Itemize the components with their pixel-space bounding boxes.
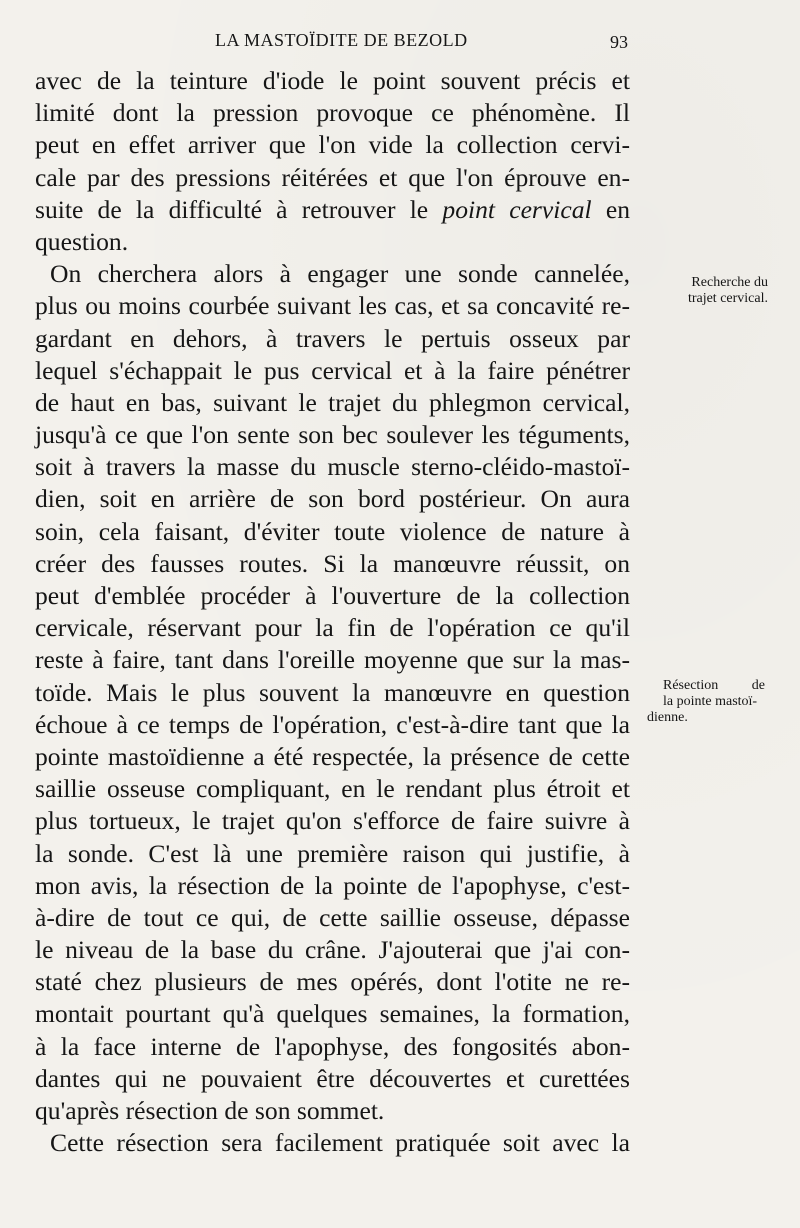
- text-line: staté chez plusieurs de mes opérés, dont l'otite ne re-: [35, 967, 630, 997]
- text-line: peut en effet arriver que l'on vide la collection cervi-: [35, 130, 630, 160]
- text-line: pointe mastoïdienne a été respectée, la présence de cette: [35, 741, 630, 771]
- text-line: plus ou moins courbée suivant les cas, et sa concavité re-: [35, 291, 630, 321]
- text-line: lequel s'échappait le pus cervical et à la faire pénétrer: [35, 355, 630, 385]
- text-line: créer des fausses routes. Si la manœuvre réussit, on: [35, 548, 630, 578]
- text-line: On cherchera alors à engager une sonde cannelée,: [50, 259, 630, 289]
- text-line: jusqu'à ce que l'on sente son bec soulever les téguments,: [35, 420, 630, 450]
- text-line: soin, cela faisant, d'éviter toute violence de nature à: [35, 516, 630, 546]
- text-line: question.: [35, 226, 129, 256]
- margin-note-line: trajet cervical.: [687, 291, 768, 306]
- running-title: LA MASTOÏDITE DE BEZOLD: [215, 30, 468, 50]
- text-line: cervicale, réservant pour la fin de l'opération ce qu'il: [35, 613, 630, 643]
- italic-phrase: point cervical: [442, 194, 592, 224]
- text-line: limité dont la pression provoque ce phénomène. Il: [35, 98, 630, 128]
- running-head: [200, 30, 640, 56]
- text-line: de haut en bas, suivant le trajet du phlegmon cervical,: [35, 387, 630, 417]
- text-line: toïde. Mais le plus souvent la manœuvre en question: [35, 677, 630, 707]
- text-line: cale par des pressions réitérées et que l'on éprouve en-: [35, 162, 630, 192]
- text-line: peut d'emblée procéder à l'ouverture de la collection: [35, 581, 630, 610]
- text-line: suite de la difficulté à retrouver le point cervical en: [35, 194, 631, 224]
- text-line: dantes qui ne pouvaient être découvertes et curettées: [35, 1063, 630, 1093]
- text-line: Cette résection sera facilement pratiquée soit avec la: [50, 1128, 630, 1158]
- margin-note-line: Recherche du: [691, 275, 768, 290]
- text-line: le niveau de la base du crâne. J'ajouterai que j'ai con-: [35, 935, 630, 965]
- text-line: à-dire de tout ce qui, de cette saillie osseuse, dépasse: [35, 902, 630, 932]
- text-line: soit à travers la masse du muscle sterno-cléido-mastoï-: [35, 452, 630, 482]
- text-line: échoue à ce temps de l'opération, c'est-à-dire tant que la: [35, 709, 630, 739]
- margin-note-line: la pointe mastoï-: [663, 694, 758, 709]
- text-line: à la face interne de l'apophyse, des fongosités abon-: [35, 1031, 630, 1061]
- page-number: 93: [610, 32, 628, 52]
- body-text: [35, 65, 630, 1159]
- margin-note-resection: [647, 678, 765, 726]
- margin-note-line: Résection de: [663, 678, 765, 693]
- text-line: reste à faire, tant dans l'oreille moyenne que sur la mas-: [35, 645, 630, 675]
- margin-note-trajet-cervical: [650, 275, 768, 307]
- text-line: mon avis, la résection de la pointe de l'apophyse, c'est-: [35, 870, 630, 900]
- text-line: qu'après résection de son sommet.: [35, 1096, 385, 1125]
- text-line: plus tortueux, le trajet qu'on s'efforce de faire suivre à: [35, 806, 630, 836]
- margin-note-line: dienne.: [647, 710, 688, 725]
- text-line: gardant en dehors, à travers le pertuis osseux par: [35, 323, 630, 353]
- text-line: montait pourtant qu'à quelques semaines, la formation,: [35, 999, 630, 1029]
- text-line: saillie osseuse compliquant, en le rendant plus étroit et: [35, 774, 630, 804]
- text-line: dien, soit en arrière de son bord postérieur. On aura: [35, 484, 630, 514]
- text-line: avec de la teinture d'iode le point souvent précis et: [35, 66, 630, 95]
- text-line: la sonde. C'est là une première raison qui justifie, à: [35, 838, 630, 868]
